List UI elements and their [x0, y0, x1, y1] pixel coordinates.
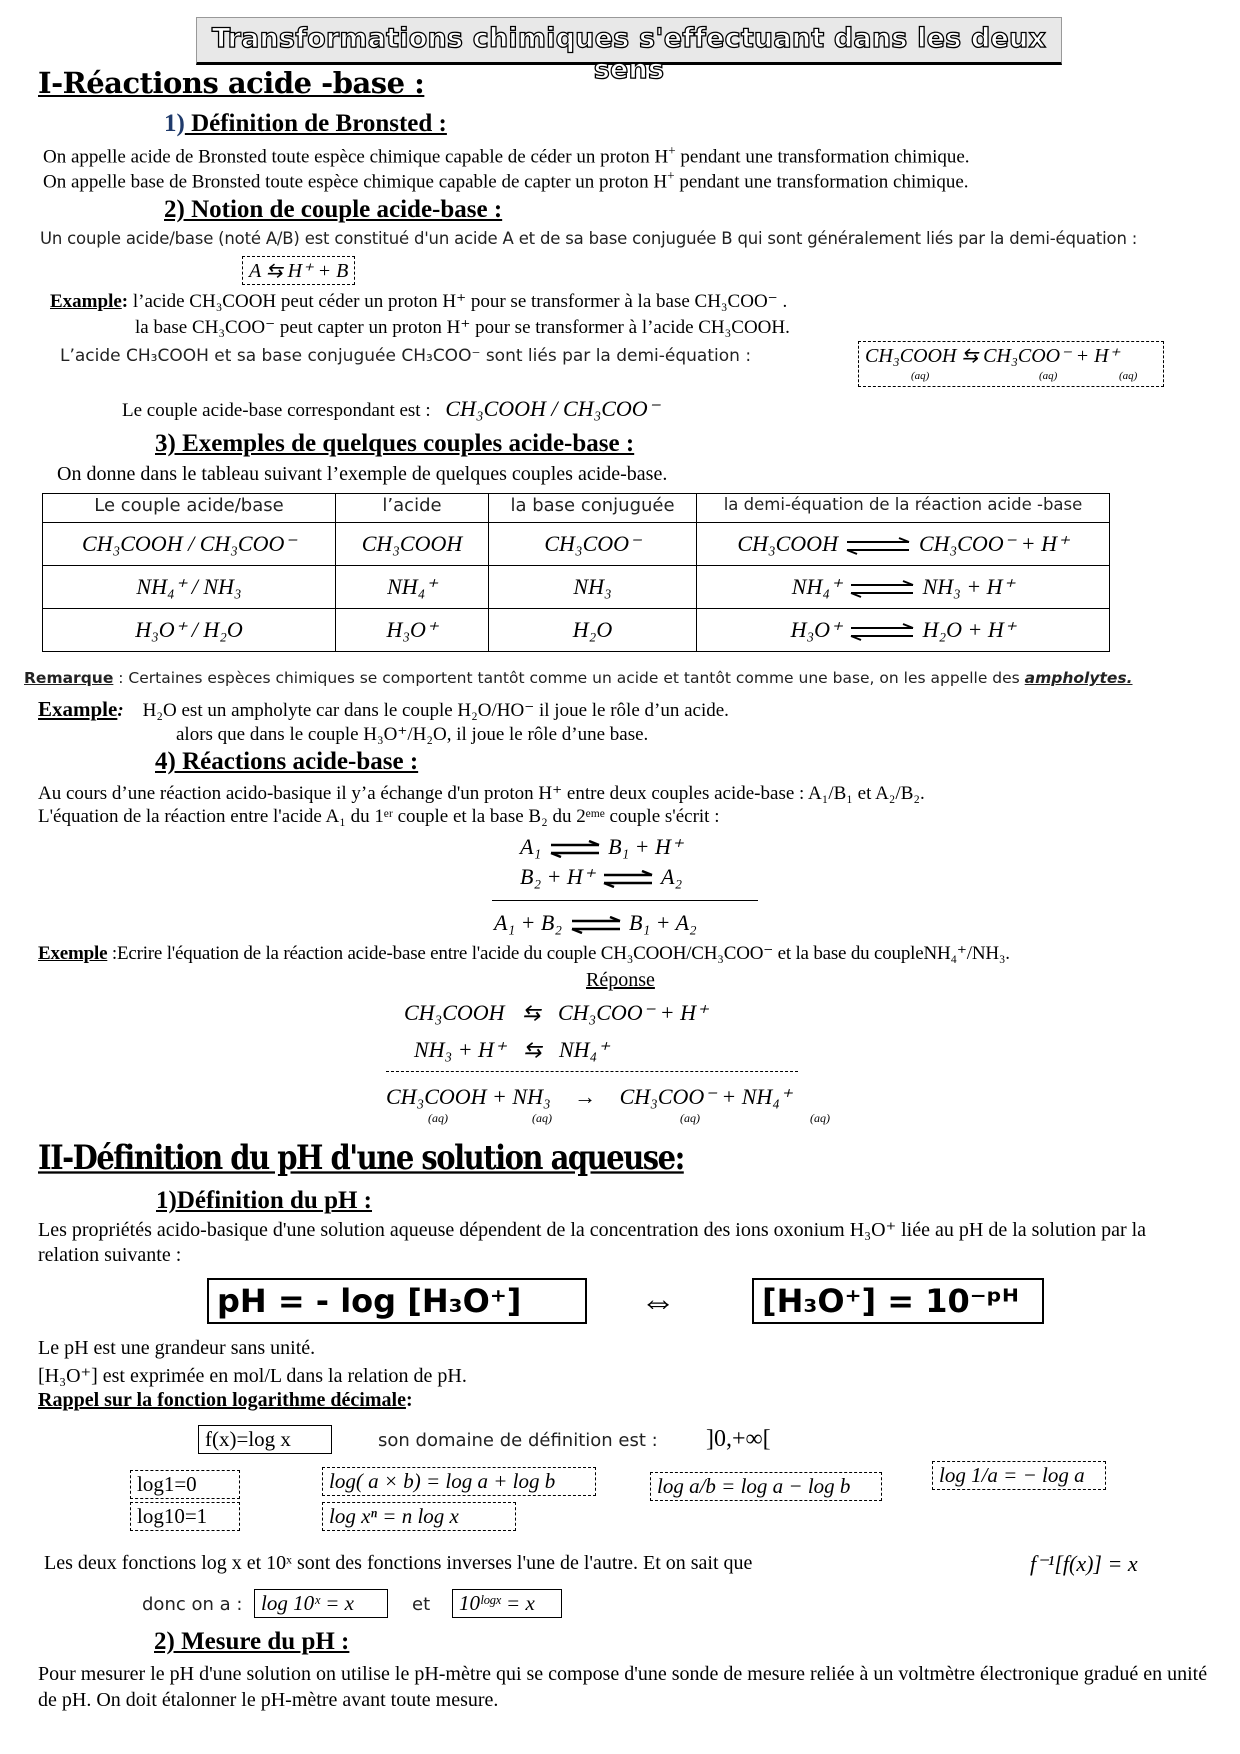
subheading-text: Définition de Bronsted :: [184, 110, 447, 137]
log-quotient-box: log a/b = log a − log b: [650, 1472, 882, 1501]
double-arrow-icon: [600, 870, 656, 888]
donc-text: donc on a :: [142, 1594, 243, 1615]
half-equation-box: A ⇆ H⁺ + B: [242, 256, 355, 285]
answer-eq-1: [404, 1000, 708, 1026]
reaction-line-1: Au cours d’une réaction acido-basique il y’a échange d'un proton H⁺ entre deux couples acide-base : A₁/B₁ et A₂/B₂.: [38, 783, 925, 804]
equivalence-icon: ⇔: [640, 1281, 676, 1321]
table-row: [43, 523, 1110, 566]
def-text-a: On appelle acide de Bronsted toute espèce chimique capable de céder un proton H: [43, 146, 669, 168]
domain-text: son domaine de définition est :: [378, 1430, 658, 1451]
double-arrow-icon: [843, 537, 913, 555]
table-cell-equation: [697, 609, 1110, 652]
aq-label: (aq): [532, 1111, 552, 1125]
equilibrium-arrow-icon: ⇆: [523, 1037, 542, 1062]
arrow-icon: →: [574, 1084, 597, 1109]
example-label: Example: [50, 291, 122, 312]
double-arrow-icon: [547, 840, 603, 858]
eq-right: CH₃COO⁻ + H⁺: [557, 1000, 708, 1025]
example-text: :Ecrire l'équation de la réaction acide-base entre l'acide du couple CH₃COOH/CH₃COO⁻ et la base du coupleNH₄⁺/NH₃.: [107, 943, 1010, 964]
et-text: et: [412, 1594, 431, 1615]
table-cell: CH₃COOH: [336, 523, 489, 566]
couple-intro: Un couple acide/base (noté A/B) est constitué d'un acide A et de sa base conjuguée B qui sont généralement liés par la demi-équation :: [40, 229, 1138, 248]
equilibrium-arrow-icon: ⇆: [522, 1000, 541, 1025]
log-reminder: Rappel sur la fonction logarithme décimale:: [38, 1389, 413, 1411]
eq-left: A₁: [520, 834, 542, 859]
log10-box: log10=1: [130, 1502, 240, 1531]
section-heading-1: I-Réactions acide -base :: [38, 66, 425, 100]
def-text-a: On appelle base de Bronsted toute espèce chimique capable de capter un proton H: [43, 171, 668, 193]
log1-box: log1=0: [130, 1470, 240, 1499]
aq-label: (aq): [1039, 370, 1058, 382]
table-header-cell: la base conjuguée: [489, 494, 697, 523]
def-text-b: pendant une transformation chimique.: [675, 146, 970, 168]
eq-right: B₁ + A₂: [629, 910, 697, 935]
eq-left: CH₃COOH + NH₃: [386, 1084, 551, 1109]
ampholyte-example-1: Example: H₂O est un ampholyte car dans le couple H₂O/HO⁻ il joue le rôle d’un acide.: [38, 697, 729, 721]
equation-right: CH₃COO⁻ + H⁺: [918, 531, 1069, 556]
examples-intro: On donne dans le tableau suivant l’exemple de quelques couples acide-base.: [57, 463, 668, 485]
reaction-line-2: L'équation de la réaction entre l'acide A₁ du 1ᵉʳ couple et la base B₂ du 2ᵉᵐᵉ couple s'écrit :: [38, 806, 720, 827]
table-row: [43, 609, 1110, 652]
sum-line: [492, 900, 758, 901]
couple-formula: CH₃COOH / CH₃COO⁻: [445, 396, 660, 421]
subheading-couple: 2) Notion de couple acide-base :: [164, 196, 503, 223]
log-reminder-text: Rappel sur la fonction logarithme décimale: [38, 1389, 406, 1411]
example-line-3: L’acide CH₃COOH et sa base conjuguée CH₃COO⁻ sont liés par la demi-équation :: [60, 346, 752, 366]
table-cell: H₃O⁺: [336, 609, 489, 652]
identity-box-1: log 10ˣ = x: [254, 1589, 388, 1618]
table-cell: H₂O: [489, 609, 697, 652]
table-header-row: [43, 494, 1110, 523]
table-cell-equation: [697, 566, 1110, 609]
couples-table: [42, 493, 1110, 652]
equation-right: NH₃ + H⁺: [922, 574, 1015, 599]
example-text: H₂O est un ampholyte car dans le couple H₂O/HO⁻ il joue le rôle d’un acide.: [142, 700, 729, 721]
equation-left: CH₃COOH: [737, 531, 838, 556]
aq-label: (aq): [1119, 370, 1138, 382]
subheading-ph-def: [156, 1187, 372, 1215]
eq-right: B₁ + H⁺: [608, 834, 683, 859]
general-eq-2: [520, 864, 682, 890]
def-text-b: pendant une transformation chimique.: [674, 171, 969, 193]
remark: [24, 669, 1133, 687]
inverse-functions-text: Les deux fonctions log x et 10ˣ sont des fonctions inverses l'une de l'autre. Et on sait que: [44, 1552, 753, 1574]
eq-left: A₁ + B₂: [494, 910, 563, 935]
general-eq-sum: [494, 910, 697, 936]
log-product-box: log( a × b) = log a + log b: [322, 1467, 596, 1496]
subheading-ph-measure: 2) Mesure du pH :: [154, 1628, 350, 1655]
inverse-formula: f⁻¹[f(x)] = x: [1030, 1551, 1138, 1576]
couple-statement: [122, 396, 659, 422]
subheading-bronsted: [164, 110, 447, 138]
answer-label: Réponse: [586, 969, 655, 991]
log-function-box: f(x)=log x: [198, 1425, 332, 1454]
example-equation-text: CH₃COOH ⇆ CH₃COO⁻ + H⁺: [865, 345, 1120, 367]
answer-eq-2: [414, 1037, 609, 1063]
table-cell: NH₄⁺ / NH₃: [43, 566, 336, 609]
example-line-2: la base CH₃COO⁻ peut capter un proton H⁺ pour se transformer à l’acide CH₃COOH.: [135, 317, 790, 338]
aq-label: (aq): [810, 1111, 830, 1125]
example-half-equation: [858, 341, 1164, 387]
couple-text: Le couple acide-base correspondant est :: [122, 400, 431, 421]
table-cell: CH₃COO⁻: [489, 523, 697, 566]
title-box: [196, 17, 1062, 85]
eq-right: A₂: [661, 864, 683, 889]
example-text: l’acide CH₃COOH peut céder un proton H⁺ pour se transformer à la base CH₃COO⁻ .: [132, 291, 788, 312]
general-eq-1: [520, 834, 683, 860]
table-cell: CH₃COOH / CH₃COO⁻: [43, 523, 336, 566]
subheading-reactions: 4) Réactions acide-base :: [155, 748, 419, 775]
aq-label: (aq): [680, 1111, 700, 1125]
ph-note-2: [H₃O⁺] est exprimée en mol/L dans la relation de pH.: [38, 1365, 467, 1387]
double-arrow-icon: [568, 916, 624, 934]
double-arrow-icon: [847, 580, 917, 598]
aq-label: (aq): [911, 370, 930, 382]
remark-text: : Certaines espèces chimiques se comportent tantôt comme un acide et tantôt comme une base, on les appelle des: [113, 669, 1025, 687]
eq-left: NH₃ + H⁺: [414, 1037, 506, 1062]
equation-left: H₃O⁺: [790, 617, 842, 642]
aq-label: (aq): [428, 1111, 448, 1125]
table-header-cell: Le couple acide/base: [43, 494, 336, 523]
table-cell: NH₃: [489, 566, 697, 609]
eq-left: B₂ + H⁺: [520, 864, 595, 889]
bronsted-base-def: On appelle base de Bronsted toute espèce chimique capable de capter un proton H+ pendant une transformation chimique.: [43, 168, 969, 193]
page-title: Transformations chimiques s'effectuant dans les deux sens: [211, 23, 1047, 85]
ph-measure-paragraph: Pour mesurer le pH d'une solution on utilise le pH-mètre qui se compose d'une sonde de mesure reliée à un voltmètre électronique gradué en unité de pH. On doit étalonner le pH-mètre avant toute mesure.: [38, 1663, 1208, 1711]
table-header-cell: la demi-équation de la réaction acide -base: [697, 494, 1110, 523]
sum-dashed-line: [386, 1071, 798, 1072]
table-header-cell: l’acide: [336, 494, 489, 523]
bronsted-acid-def: On appelle acide de Bronsted toute espèce chimique capable de céder un proton H+ pendant une transformation chimique.: [43, 143, 970, 168]
domain-value: ]0,+∞[: [706, 1426, 771, 1452]
ampholyte-example-2: alors que dans le couple H₃O⁺/H₂O, il joue le rôle d’une base.: [176, 724, 649, 745]
example-line-1: Example: l’acide CH₃COOH peut céder un proton H⁺ pour se transformer à la base CH₃COO⁻ .: [50, 291, 788, 312]
subheading-examples: 3) Exemples de quelques couples acide-base :: [155, 430, 635, 457]
table-cell-equation: [697, 523, 1110, 566]
identity-box-2: 10ˡᵒᵍˣ = x: [452, 1589, 562, 1618]
concentration-formula-box: [H₃O⁺] = 10⁻ᵖᴴ: [752, 1278, 1044, 1324]
subheading-text: 1)Définition du pH :: [156, 1187, 373, 1214]
double-arrow-icon: [847, 623, 917, 641]
ph-formula-box: pH = - log [H₃O⁺]: [207, 1278, 587, 1324]
ph-paragraph: Les propriétés acido-basique d'une solution aqueuse dépendent de la concentration des ions oxonium H₃O⁺ liée au pH de la solution par la relation suivante :: [38, 1219, 1147, 1266]
remark-term: ampholytes.: [1024, 669, 1133, 687]
answer-eq-sum: [386, 1084, 792, 1110]
table-row: [43, 566, 1110, 609]
example-label: Example: [38, 697, 118, 721]
eq-right: CH₃COO⁻ + NH₄⁺: [619, 1084, 792, 1109]
exercise-statement: [38, 942, 1010, 965]
example-label: Exemple: [38, 943, 108, 964]
log-inverse-box: log 1/a = − log a: [932, 1461, 1106, 1490]
subheading-number: 1): [164, 110, 185, 137]
equation-right: H₂O + H⁺: [922, 617, 1016, 642]
log-power-box: log xⁿ = n log x: [322, 1502, 516, 1531]
table-cell: H₃O⁺ / H₂O: [43, 609, 336, 652]
section-heading-2: II-Définition du pH d'une solution aqueuse:: [38, 1138, 684, 1178]
table-cell: NH₄⁺: [336, 566, 489, 609]
eq-right: NH₄⁺: [559, 1037, 609, 1062]
remark-label: Remarque: [24, 669, 114, 687]
ph-note-1: Le pH est une grandeur sans unité.: [38, 1337, 316, 1359]
equation-left: NH₄⁺: [791, 574, 842, 599]
eq-left: CH₃COOH: [404, 1000, 505, 1025]
